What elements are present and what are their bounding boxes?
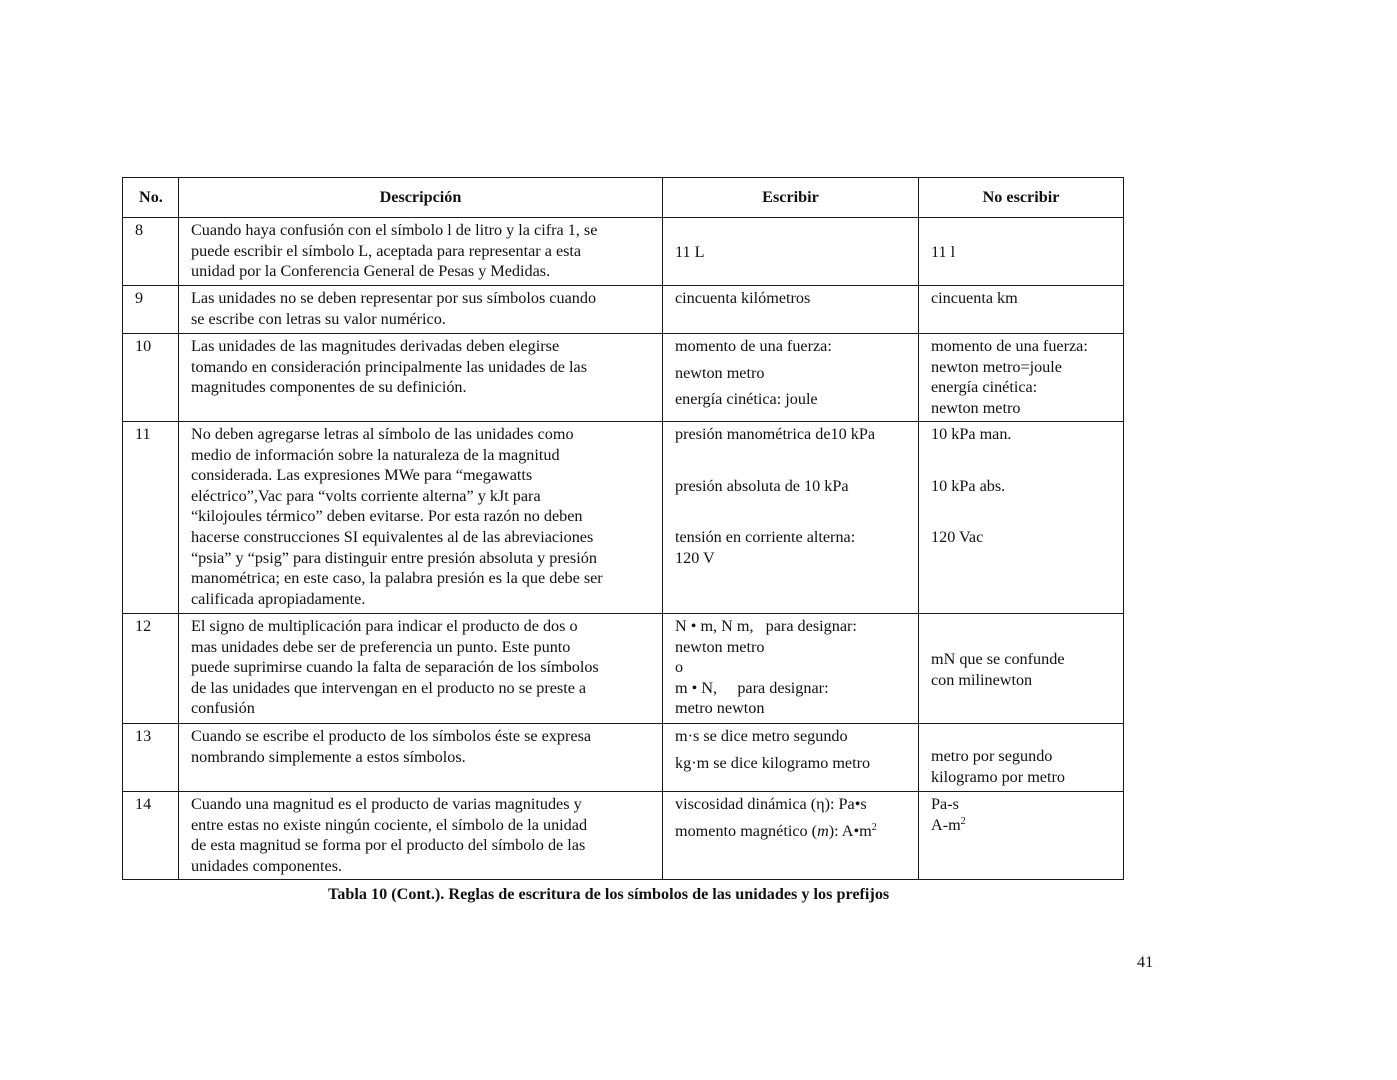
row-number: 9 xyxy=(123,286,179,334)
row-escribir: presión manométrica de10 kPa presión absoluta de 10 kPa tensión en corriente alterna: 120 V xyxy=(663,422,919,614)
row-no-escribir: Pa-s $A-m^2$ xyxy=(919,792,1124,880)
row-no-escribir: metro por segundo kilogramo por metro xyxy=(919,724,1124,792)
row-number: 13 xyxy=(123,724,179,792)
table-row xyxy=(123,614,1124,724)
header-no-escribir: No escribir xyxy=(919,178,1124,218)
table-row xyxy=(123,422,1124,614)
table-row xyxy=(123,724,1124,792)
row-no-escribir: mN que se confunde con milinewton xyxy=(919,614,1124,724)
row-number: 8 xyxy=(123,218,179,286)
table-header-row xyxy=(123,178,1124,218)
row-escribir: 11 L xyxy=(663,218,919,286)
row-no-escribir: momento de una fuerza: newton metro=joule energía cinética: newton metro xyxy=(919,334,1124,422)
row-escribir: cincuenta kilómetros xyxy=(663,286,919,334)
row-no-escribir: 11 l xyxy=(919,218,1124,286)
row-number: 12 xyxy=(123,614,179,724)
row-escribir: m·s se dice metro segundo kg·m se dice kilogramo metro xyxy=(663,724,919,792)
row-no-escribir: 10 kPa man. 10 kPa abs. 120 Vac xyxy=(919,422,1124,614)
row-description: Cuando una magnitud es el producto de varias magnitudes y entre estas no existe ningún cociente, el símbolo de la unidad de esta magnitud se forma por el producto del símbolo de las unidades componentes. xyxy=(179,792,663,880)
row-escribir: viscosidad dinámica (η): Pa•s momento magnético (m): $A•m^2$ xyxy=(663,792,919,880)
table-row xyxy=(123,334,1124,422)
row-escribir: momento de una fuerza: newton metro energía cinética: joule xyxy=(663,334,919,422)
table-caption: Tabla 10 (Cont.). Reglas de escritura de los símbolos de las unidades y los prefijos xyxy=(328,885,890,903)
table-row xyxy=(123,792,1124,880)
row-description: El signo de multiplicación para indicar el producto de dos o mas unidades debe ser de preferencia un punto. Este punto puede suprimirse cuando la falta de separación de los símbolos de las unidades que intervengan en el producto no se preste a confusión xyxy=(179,614,663,724)
row-no-escribir: cincuenta km xyxy=(919,286,1124,334)
table-row xyxy=(123,218,1124,286)
row-number: 14 xyxy=(123,792,179,880)
table-row xyxy=(123,286,1124,334)
row-description: Cuando se escribe el producto de los símbolos éste se expresa nombrando simplemente a estos símbolos. xyxy=(179,724,663,792)
header-descripcion: Descripción xyxy=(179,178,663,218)
rules-table xyxy=(122,177,1124,880)
row-description: Las unidades no se deben representar por sus símbolos cuando se escribe con letras su valor numérico. xyxy=(179,286,663,334)
row-number: 11 xyxy=(123,422,179,614)
row-number: 10 xyxy=(123,334,179,422)
page-number: 41 xyxy=(1137,953,1154,971)
row-escribir: N • m, N m, para designar: newton metro o m • N, para designar: metro newton xyxy=(663,614,919,724)
header-no: No. xyxy=(123,178,179,218)
header-escribir: Escribir xyxy=(663,178,919,218)
row-description: No deben agregarse letras al símbolo de las unidades como medio de información sobre la naturaleza de la magnitud considerada. Las expresiones MWe para “megawatts eléctrico”,Vac para “volts corriente alterna” y kJt para “kilojoules térmico” deben evitarse. Por esta razón no deben hacerse construcciones SI equivalentes al de las abreviaciones “psia” y “psig” para distinguir entre presión absoluta y presión manométrica; en este caso, la palabra presión es la que debe ser calificada apropiadamente. xyxy=(179,422,663,614)
row-description: Las unidades de las magnitudes derivadas deben elegirse tomando en consideración principalmente las unidades de las magnitudes componentes de su definición. xyxy=(179,334,663,422)
row-description: Cuando haya confusión con el símbolo l de litro y la cifra 1, se puede escribir el símbolo L, aceptada para representar a esta unidad por la Conferencia General de Pesas y Medidas. xyxy=(179,218,663,286)
